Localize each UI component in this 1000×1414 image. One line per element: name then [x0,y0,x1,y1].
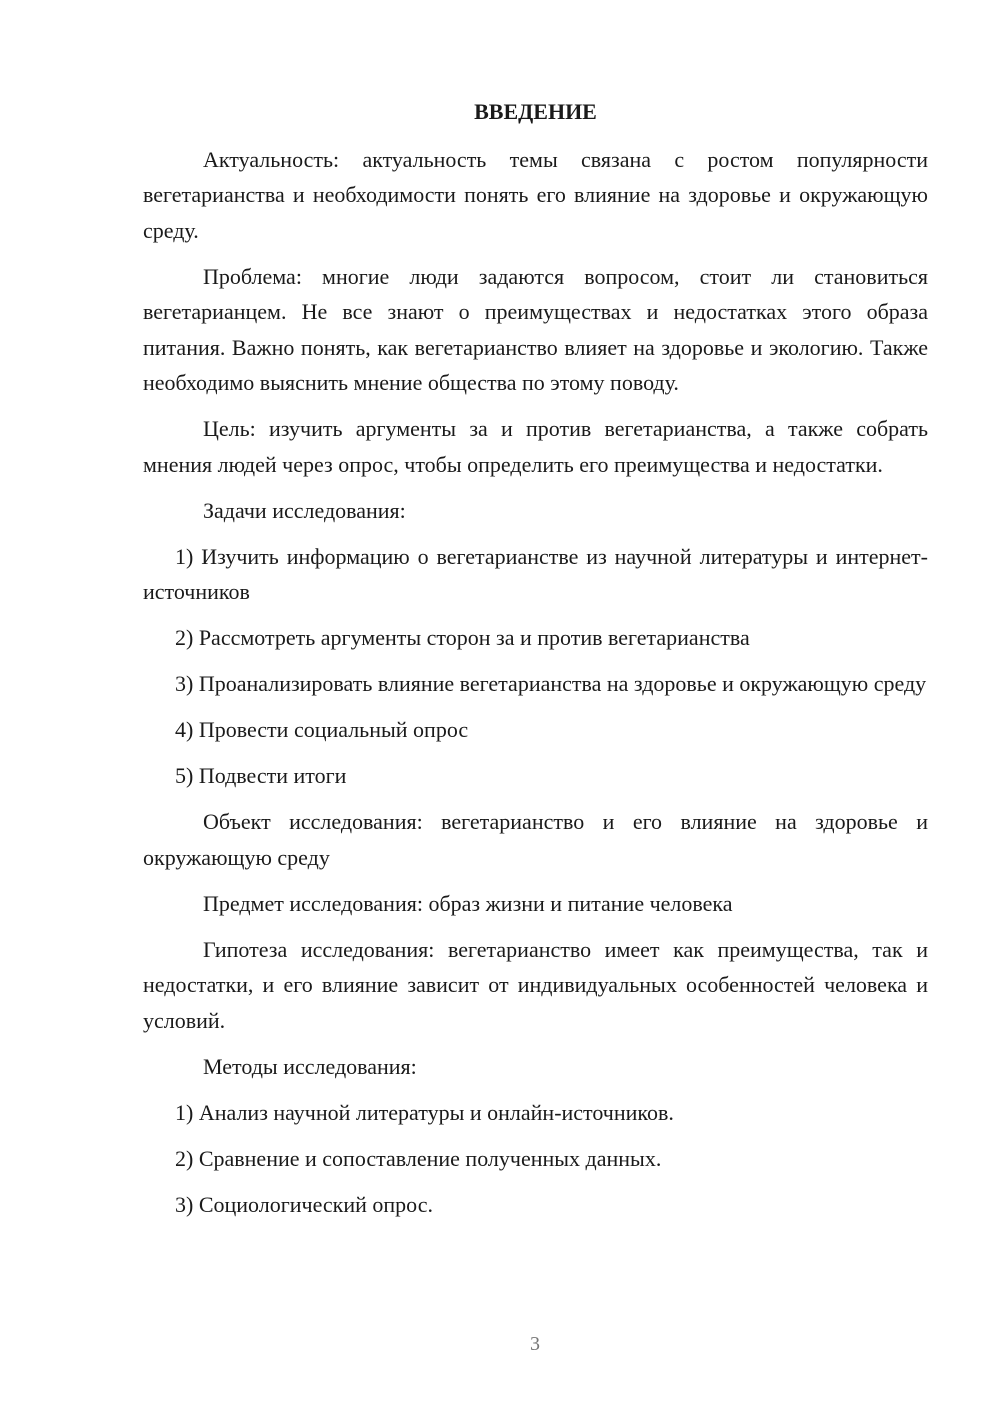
list-item-task-1: 1) Изучить информацию о вегетарианстве из научной литературы и интернет-источников [143,543,928,604]
page-number: 3 [530,1333,540,1355]
paragraph-goal: Цель: изучить аргументы за и против вегетарианства, а также собрать мнения людей через опрос, чтобы определить его преимущества и недостатки. [143,416,928,477]
list-item-task-2: 2) Рассмотреть аргументы сторон за и против вегетарианства [175,625,750,650]
paragraph-subject: Предмет исследования: образ жизни и питание человека [203,890,733,916]
list-item-method-3: 3) Социологический опрос. [175,1191,433,1217]
list-item-task-3: 3) Проанализировать влияние вегетарианства на здоровье и окружающую среду [175,671,927,696]
paragraph-relevance: Актуальность: актуальность темы связана с ростом популярности вегетарианства и необходимости понять его влияние на здоровье и окружающую среду. [143,146,928,243]
list-item-task-4: 4) Провести социальный опрос [175,717,469,742]
list-item-task-5: 5) Подвести итоги [175,763,347,788]
paragraph-tasks-heading: Задачи исследования: [203,497,406,523]
paragraph-object: Объект исследования: вегетарианство и его влияние на здоровье и окружающую среду [143,809,928,870]
paragraph-problem: Проблема: многие люди задаются вопросом, стоит ли становиться вегетарианцем. Не все знают о преимуществах и недостатках этого образа питания. Важно понять, как вегетарианство влияет на здоровье и экологию. Также необходимо выяснить мнение общества по этому поводу. [143,263,928,395]
section-title: ВВЕДЕНИЕ [474,99,597,124]
page-content [143,94,928,1233]
list-item-method-2: 2) Сравнение и сопоставление полученных данных. [175,1145,662,1171]
paragraph-hypothesis: Гипотеза исследования: вегетарианство имеет как преимущества, так и недостатки, и его влияние зависит от индивидуальных особенностей человека и условий. [143,936,928,1033]
paragraph-methods-heading: Методы исследования: [203,1053,417,1079]
list-item-method-1: 1) Анализ научной литературы и онлайн-источников. [175,1099,674,1125]
